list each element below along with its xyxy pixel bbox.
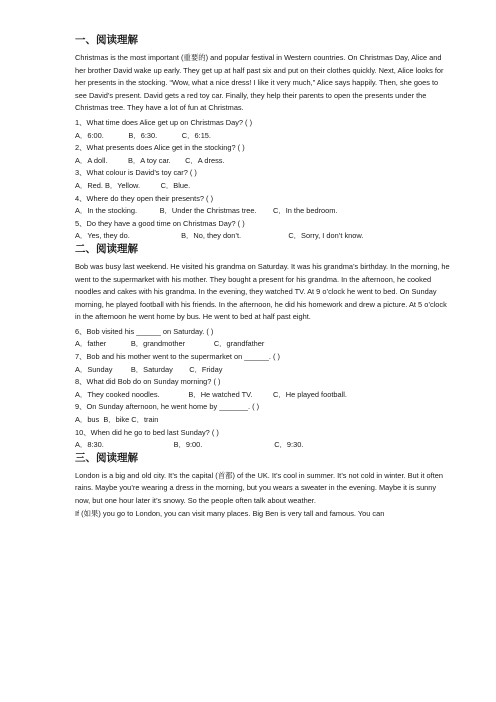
question-3: 3、What colour is David’s toy car? ( ): [75, 168, 197, 178]
question-5: 5、Do they have a good time on Christmas Day? ( ): [75, 218, 245, 228]
question-10: 10、When did he go to bed last Sunday? ( ): [75, 427, 219, 437]
options-4: A．In the stocking. B．Under the Christmas tree. C．In the bedroom.: [75, 206, 338, 216]
question-7: 7、Bob and his mother went to the supermarket on ______. ( ): [75, 352, 281, 362]
section3-title: 三、阅读理解: [75, 451, 138, 464]
options-1: A．6:00. B．6:30. C．6:15.: [75, 130, 211, 140]
section1-passage: Christmas is the most important (重要的) and popular festival in Western countries. On Christmas Day, Alice and her brother David wake up early. They get up at half past six and put on their clothes quickly. Next, Alice looks for her presents in the stocking. “Wow, what a nice dress! I like it very much,” Alice says happily. Then, she goes to see David’s present. David gets a red toy car. Finally, they help their parents to open the presents under the Christmas tree. They have a lot of fun at Christmas.: [75, 53, 444, 113]
options-9: A．bus B．bike C．train: [75, 415, 159, 425]
options-2: A．A doll. B．A toy car. C．A dress.: [75, 155, 225, 165]
section3-passage-2: If (如果) you go to London, you can visit many places. Big Ben is very tall and famous. You can: [75, 508, 385, 518]
question-4: 4、Where do they open their presents? ( ): [75, 193, 214, 203]
options-5: A．Yes, they do. B．No, they don’t. C．Sorry, I don’t know.: [75, 231, 364, 241]
section1-title: 一、阅读理解: [75, 34, 138, 46]
question-1: 1、What time does Alice get up on Christmas Day? ( ): [75, 117, 253, 127]
options-7: A．Sunday B．Saturday C．Friday: [75, 364, 223, 374]
section2-passage: Bob was busy last weekend. He visited his grandma on Saturday. It was his grandma’s birthday. In the morning, he went to the supermarket with his mother. They bought a present for his grandma. In the afternoon, he cooked noodles and cakes with his grandma. In the evening, they watched TV. At 9 o’clock he went to bed. On Sunday morning, he played football with his friends. In the afternoon, he did his homework and drew a picture. At 5 o’clock in the afternoon he went home by bus. He went to bed at half past eight.: [75, 261, 450, 322]
options-6: A．father B．grandmother C．grandfather: [75, 339, 265, 349]
question-2: 2、What presents does Alice get in the stocking? ( ): [75, 143, 245, 153]
question-6: 6、Bob visited his ______ on Saturday. ( ): [75, 326, 214, 336]
question-8: 8、What did Bob do on Sunday morning? ( ): [75, 377, 221, 387]
section2-title: 二、阅读理解: [75, 242, 138, 255]
options-8: A．They cooked noodles. B．He watched TV. C．He played football.: [75, 389, 347, 399]
options-3: A．Red. B．Yellow. C．Blue.: [75, 180, 191, 190]
question-9: 9、On Sunday afternoon, he went home by _______. ( ): [75, 402, 260, 412]
options-10: A．8:30. B．9:00. C．9:30.: [75, 440, 304, 450]
section3-passage: London is a big and old city. It’s the capital (首都) of the UK. It’s cool in summer. It’s not cold in winter. But it often rains. Maybe you’re wearing a dress in the morning, but you wears a sweater in the evening. Maybe it is sunny now, but one hour later it’s snowy. So the people often talk about weather.: [75, 470, 443, 505]
